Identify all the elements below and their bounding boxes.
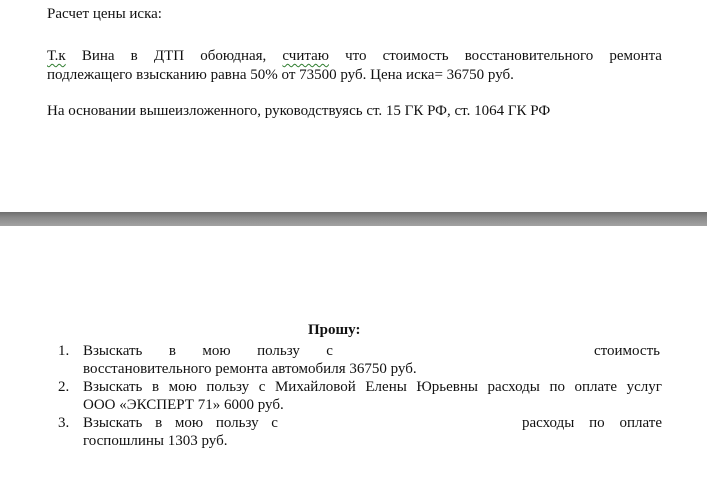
word: с [271, 415, 278, 431]
word: обоюдная, [200, 48, 267, 64]
word: Юрьевны [416, 379, 478, 395]
word: Взыскать [83, 343, 143, 359]
word: оплате [574, 379, 618, 395]
word: пользу [215, 415, 259, 431]
paragraph-2: На основании вышеизложенного, руководствуясь ст. 15 ГК РФ, ст. 1064 ГК РФ [47, 103, 551, 119]
word: оплате [619, 415, 662, 431]
document-page-lower [0, 226, 707, 496]
list-number: 2. [58, 379, 70, 395]
word: по [549, 379, 565, 395]
word: Т.к [47, 48, 66, 64]
item-3-line-2: госпошлины 1303 руб. [83, 433, 228, 449]
word: ДТП [153, 48, 185, 64]
word: что [345, 48, 367, 64]
list-number: 3. [58, 415, 70, 431]
word: расходы [487, 379, 540, 395]
item-2-line-2: ООО «ЭКСПЕРТ 71» 6000 руб. [83, 397, 284, 413]
item-1-line-1-left [83, 342, 333, 360]
word: с [326, 343, 333, 359]
word: с [258, 379, 266, 395]
word: Елены [365, 379, 407, 395]
word: в [155, 415, 163, 431]
word: мою [174, 415, 204, 431]
word: ремонта [609, 48, 662, 64]
word: пользу [257, 343, 300, 359]
item-1-line-1-end: стоимость [594, 343, 660, 359]
word: в [168, 343, 176, 359]
word: стоимость [382, 48, 449, 64]
word: Взыскать [83, 415, 143, 431]
item-1-line-2: восстановительного ремонта автомобиля 36750 руб. [83, 361, 417, 377]
word: пользу [206, 379, 250, 395]
section-heading: Расчет цены иска: [47, 6, 162, 22]
word: мою [168, 379, 197, 395]
word: в [130, 48, 138, 64]
word: считаю [282, 48, 329, 64]
item-2-line-1 [83, 378, 662, 396]
word: в [151, 379, 160, 395]
word: Михайловой [274, 379, 356, 395]
word: Взыскать [83, 379, 143, 395]
request-title: Прошу: [308, 322, 361, 338]
item-3-line-1-right [522, 414, 662, 432]
paragraph-1-line-1 [47, 47, 662, 65]
word: услуг [626, 379, 662, 395]
word: восстановительного [464, 48, 594, 64]
word: по [589, 415, 605, 431]
document-page-upper [0, 0, 707, 212]
word: расходы [522, 415, 575, 431]
item-3-line-1-left [83, 414, 278, 432]
word: Вина [81, 48, 115, 64]
word: мою [202, 343, 231, 359]
page-break-separator [0, 212, 707, 226]
list-number: 1. [58, 343, 70, 359]
paragraph-1-line-2: подлежащего взысканию равна 50% от 73500 руб. Цена иска= 36750 руб. [47, 67, 514, 83]
